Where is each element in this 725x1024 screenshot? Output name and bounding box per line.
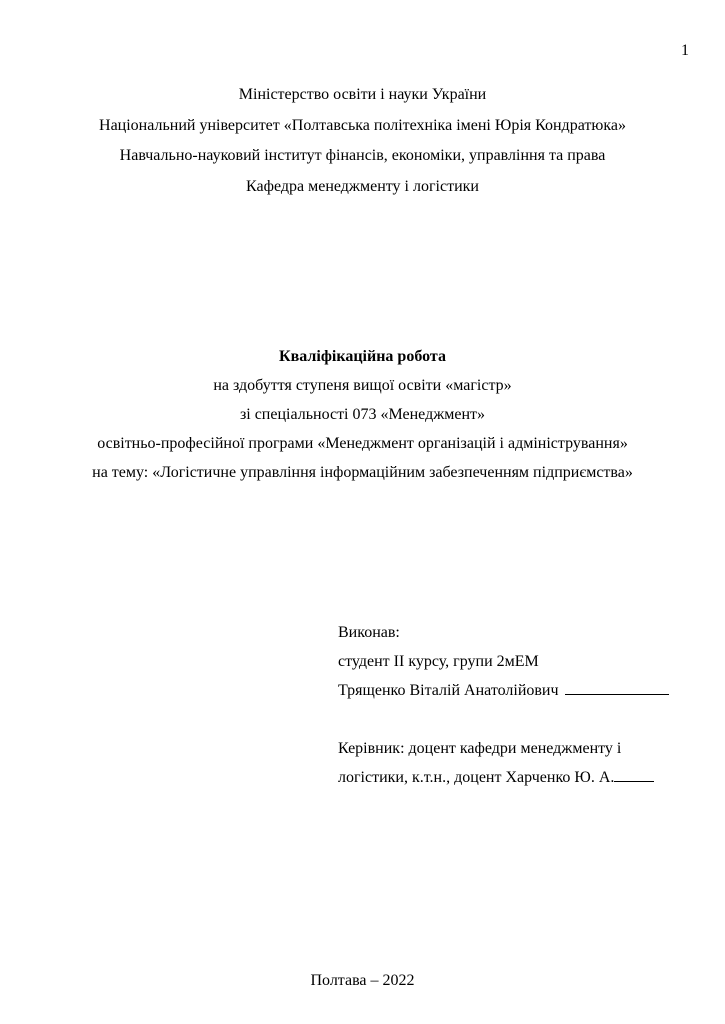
institute-name: Навчально-науковий інститут фінансів, економіки, управління та права [119, 147, 606, 164]
topic-line: на тему: «Логістичне управління інформаційним забезпеченням підприємства» [92, 464, 633, 481]
author-student-info: студент ІІ курсу, групи 2мЕМ [338, 653, 539, 670]
university-name: Національний університет «Полтавська політехніка імені Юрія Кондратюка» [99, 116, 626, 134]
author-name: Трященко Віталій Анатолійович [338, 682, 559, 699]
supervisor-line-1: Керівник: доцент кафедри менеджменту і [338, 740, 622, 757]
signature-block [338, 618, 698, 792]
program-line: освітньо-професійної програми «Менеджмент організацій і адміністрування» [97, 435, 628, 452]
institution-header [0, 80, 725, 202]
author-name-row [338, 676, 698, 705]
supervisor-row [338, 763, 698, 792]
thesis-title-block [0, 342, 725, 487]
author-signature-blank [565, 677, 669, 695]
supervisor-line-2: логістики, к.т.н., доцент Харченко Ю. А. [338, 769, 615, 786]
supervisor-signature-blank [614, 764, 654, 782]
place-and-year: Полтава – 2022 [310, 972, 415, 989]
degree-line: на здобуття ступеня вищої освіти «магістр» [213, 377, 512, 394]
signature-spacer [338, 705, 698, 734]
author-label: Виконав: [338, 624, 400, 641]
specialty-line: зі спеціальності 073 «Менеджмент» [239, 406, 486, 423]
page-number: 1 [681, 42, 689, 59]
ministry-name: Міністерство освіти і науки України [238, 86, 487, 103]
department-name: Кафедра менеджменту і логістики [246, 177, 479, 195]
thesis-type-heading: Кваліфікаційна робота [279, 348, 446, 365]
